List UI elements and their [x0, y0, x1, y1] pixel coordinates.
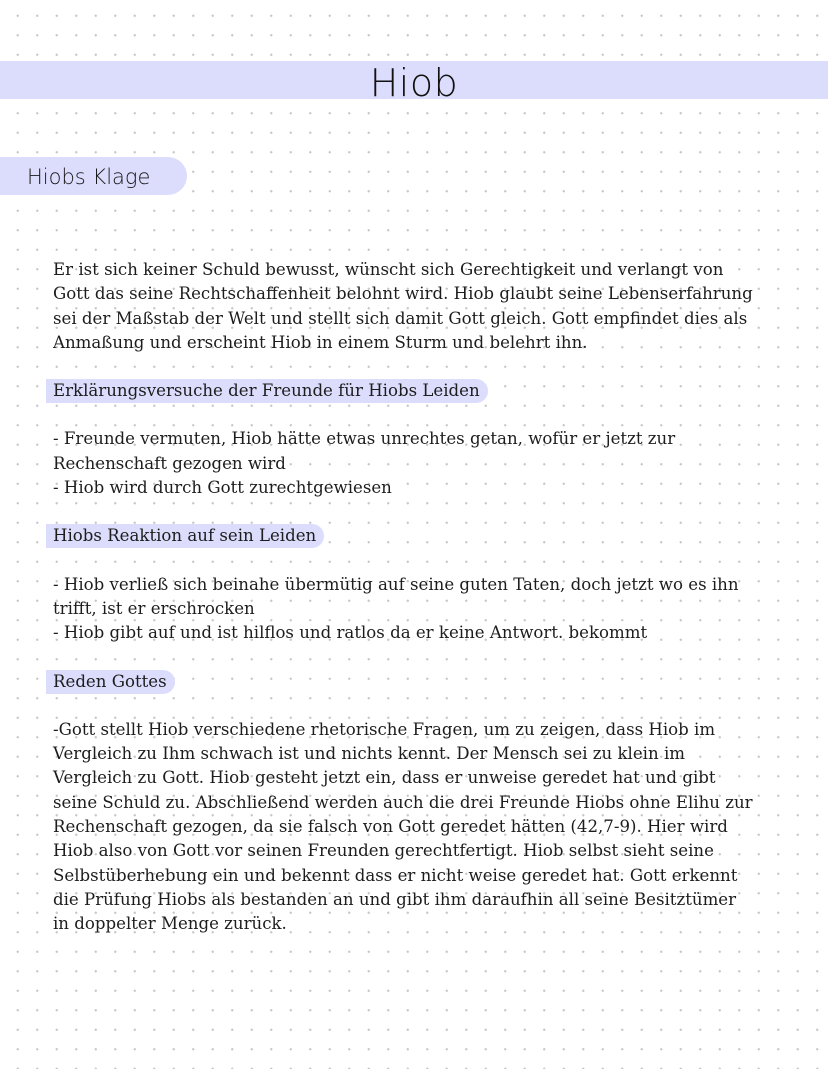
reaktion-line: - Hiob gibt auf und ist hilflos und ratlos da er keine Antwort. bekommt: [53, 623, 648, 643]
intro-line: sei der Maßstab der Welt und stellt sich damit Gott gleich. Gott empfindet dies als: [53, 308, 748, 328]
subheading-freunde: Erklärungsversuche der Freunde für Hiobs Leiden: [46, 379, 488, 403]
intro-line: Er ist sich keiner Schuld bewusst, wünscht sich Gerechtigkeit und verlangt von: [53, 260, 724, 279]
page-title: Hiob: [369, 61, 459, 105]
subheading-reaktion: Hiobs Reaktion auf sein Leiden: [46, 524, 324, 548]
freunde-line: Rechenschaft gezogen wird: [53, 453, 286, 473]
subheading-reaktion-wrap: [53, 524, 773, 548]
subheading-reden-gottes: Reden Gottes: [46, 670, 175, 694]
section-heading: Hiobs Klage: [27, 165, 151, 189]
reden-line: Hiob also von Gott vor seinen Freunden gerechtfertigt. Hiob selbst sieht seine: [53, 841, 714, 861]
freunde-line: - Hiob wird durch Gott zurechtgewiesen: [53, 478, 392, 498]
note-content: [53, 258, 773, 937]
freunde-paragraph: [53, 427, 773, 500]
subheading-reden-wrap: [53, 670, 773, 694]
reden-line: Vergleich zu Gott. Hiob gesteht jetzt ein, dass er unweise geredet hat und gibt: [53, 768, 716, 788]
reden-line: Rechenschaft gezogen, da sie falsch von Gott geredet hätten (42,7-9). Hier wird: [53, 817, 728, 837]
reaktion-line: - Hiob verließ sich beinahe übermütig auf seine guten Taten, doch jetzt wo es ihn: [53, 574, 739, 594]
intro-paragraph: [53, 258, 773, 355]
reden-line: Selbstüberhebung ein und bekennt dass er nicht weise geredet hat. Gott erkennt: [53, 865, 738, 885]
subheading-freunde-wrap: [53, 379, 773, 403]
reden-line: in doppelter Menge zurück.: [53, 914, 287, 934]
reden-line: Vergleich zu Ihm schwach ist und nichts kennt. Der Mensch sei zu klein im: [53, 744, 685, 764]
intro-line: Gott das seine Rechtschaffenheit belohnt wird. Hiob glaubt seine Lebenserfahrung: [53, 284, 753, 304]
reden-paragraph: [53, 718, 773, 937]
reden-line: die Prüfung Hiobs als bestanden an und gibt ihm daraufhin all seine Besitztümer: [53, 889, 737, 909]
intro-line: Anmaßung und erscheint Hiob in einem Sturm und belehrt ihn.: [53, 332, 588, 352]
freunde-line: - Freunde vermuten, Hiob hätte etwas unrechtes getan, wofür er jetzt zur: [53, 429, 676, 449]
reaktion-line: trifft, ist er erschrocken: [53, 598, 255, 618]
reaktion-paragraph: [53, 573, 773, 646]
reden-line: -Gott stellt Hiob verschiedene rhetorische Fragen, um zu zeigen, dass Hiob im: [53, 719, 716, 739]
reden-line: seine Schuld zu. Abschließend werden auch die drei Freunde Hiobs ohne Elihu zur: [53, 792, 753, 812]
